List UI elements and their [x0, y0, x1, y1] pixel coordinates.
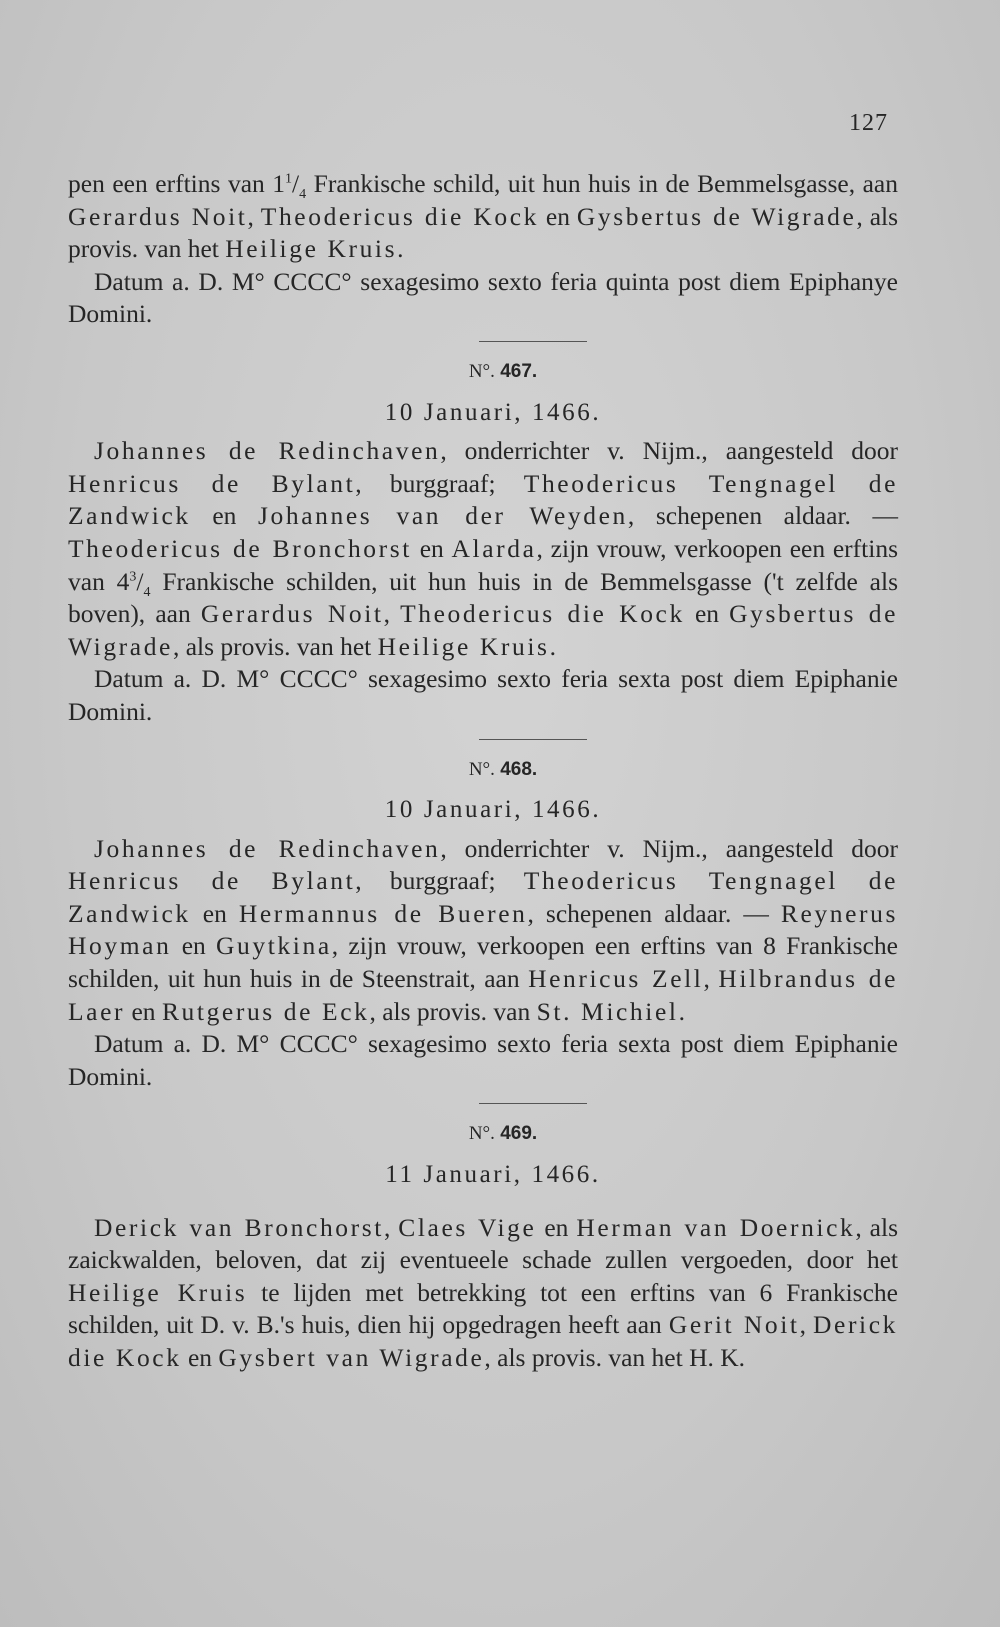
person-name: Herman van Doernick: [576, 1212, 856, 1242]
entry-date: 10 Januari, 1466.: [384, 398, 602, 426]
person-name: Theodericus die Kock: [260, 201, 539, 231]
person-name: Henricus de Bylant: [68, 866, 356, 896]
institution-name: Heilige Kruis: [377, 631, 550, 661]
person-name: Gysbertus de Wigrade: [576, 201, 857, 231]
person-name: Hermannus de Bueren: [238, 898, 528, 928]
person-name: Gysbertus de Wigrade: [68, 599, 898, 661]
person-name: Gerardus Noit: [68, 201, 248, 231]
person-name: Derick die Kock: [68, 1310, 899, 1372]
spacer: [68, 1198, 898, 1212]
person-name: Theodericus de Bronchorst: [68, 533, 412, 563]
institution-name: St. Michiel: [536, 996, 679, 1026]
datum-line: Datum a. D. M° CCCC° sexagesimo sexto feria quinta post diem Epiphanye Domini.: [68, 266, 898, 329]
person-name: Henricus Zell: [528, 964, 704, 994]
person-name: Theodericus die Kock: [400, 599, 685, 629]
person-name: Rutgerus de Eck: [161, 996, 370, 1026]
person-name: Reynerus Hoyman: [68, 898, 898, 961]
institution-name: Heilige Kruis: [225, 234, 398, 264]
page-number: 127: [849, 110, 888, 136]
person-name: Claes Vige: [398, 1212, 537, 1242]
institution-name: Heilige Kruis: [68, 1277, 248, 1307]
entry-number: N°. 468.: [468, 758, 538, 780]
person-name: Hilbrandus de Laer: [68, 964, 899, 1026]
entry-number: N°. 469.: [468, 1123, 538, 1145]
person-name: Gerardus Noit: [200, 599, 384, 629]
person-name: Johannes de Redinchaven: [94, 436, 441, 466]
entry-body: Johannes de Redinchaven, onderrichter v. Nijm., aangesteld door Henricus de Bylant, burggraaf; Theodericus Tengnagel de Zandwick en Hermannus de Bueren, schepenen aldaar. — Reynerus Hoyman en Guytkina, zijn vrouw, verkoopen een erftins van 8 Frankische schilden, uit hun huis in de Steenstrait, aan Henricus Zell, Hilbrandus de Laer en Rutgerus de Eck, als provis. van St. Michiel.: [68, 833, 899, 1026]
person-name: Johannes van der Weyden: [258, 501, 628, 531]
entry-number: N°. 467.: [468, 360, 538, 382]
datum-line: Datum a. D. M° CCCC° sexagesimo sexto feria sexta post diem Epiphanie Domini.: [68, 664, 898, 726]
section-divider: [479, 341, 587, 342]
section-divider: [479, 1103, 587, 1104]
text-column: [68, 168, 898, 1375]
entry-date: 11 Januari, 1466.: [385, 1161, 601, 1189]
entry-date: 10 Januari, 1466.: [384, 796, 602, 824]
person-name: Gerit Noit: [668, 1310, 800, 1340]
entry-body: Derick van Bronchorst, Claes Vige en Herman van Doernick, als zaickwalden, beloven, dat zij eventueele schade zullen vergoeden, door het Heilige Kruis te lijden met betrekking tot een erftins van 6 Frankische schilden, uit D. v. B.'s huis, dien hij opgedragen heeft aan Gerit Noit, Derick die Kock en Gysbert van Wigrade, als provis. van het H. K.: [68, 1212, 899, 1372]
person-name: Theodericus Tengnagel de Zandwick: [68, 866, 898, 928]
datum-line: Datum a. D. M° CCCC° sexagesimo sexto feria sexta post diem Epiphanie Domini.: [68, 1029, 898, 1091]
person-name: Derick van Bronchorst: [94, 1212, 384, 1242]
person-name: Guytkina: [216, 931, 332, 961]
intro-paragraph: pen een erftins van $1^1/_4$ Frankische schild, uit hun huis in de Bemmelsgasse, aan Gerardus Noit, Theodericus die Kock en Gysbertus de Wigrade, als provis. van het Heilige Kruis.: [68, 169, 899, 264]
person-name: Theodericus Tengnagel de Zandwick: [68, 468, 898, 531]
entry-body: Johannes de Redinchaven, onderrichter v. Nijm., aangesteld door Henricus de Bylant, burggraaf; Theodericus Tengnagel de Zandwick en Johannes van der Weyden, schepenen aldaar. — Theodericus de Bronchorst en Alarda, zijn vrouw, verkoopen een erftins van $4^3/_4$ Frankische schilden, uit hun huis in de Bemmelsgasse ('t zelfde als boven), aan Gerardus Noit, Theodericus die Kock en Gysbertus de Wigrade, als provis. van het Heilige Kruis.: [68, 436, 898, 661]
person-name: Gysbert van Wigrade: [218, 1343, 485, 1372]
person-name: Alarda: [451, 533, 537, 563]
person-name: Henricus de Bylant: [68, 468, 356, 498]
person-name: Johannes de Redinchaven: [94, 833, 441, 863]
section-divider: [479, 739, 587, 740]
